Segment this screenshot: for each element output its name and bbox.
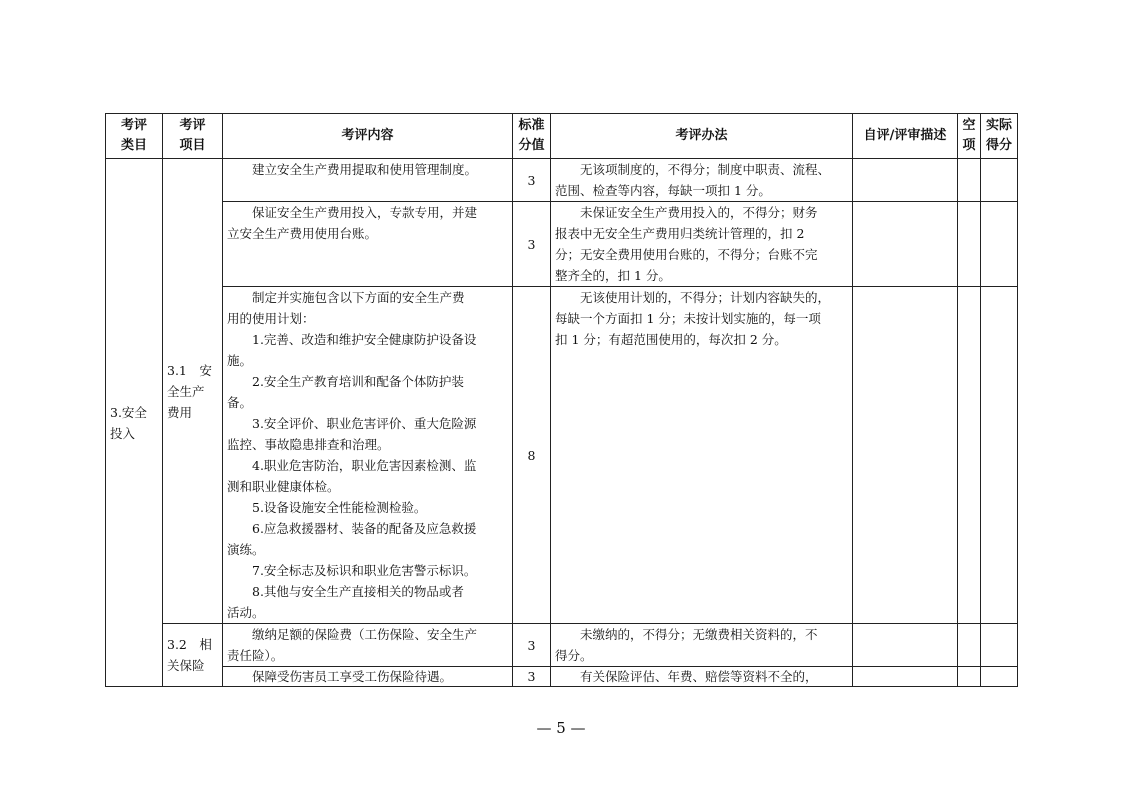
score-cell: 3 — [513, 667, 551, 687]
page-number: — 5 — — [536, 719, 586, 737]
table-row — [106, 624, 1018, 667]
header-category: 考评 类目 — [106, 114, 163, 159]
actual-score-cell[interactable] — [981, 159, 1018, 202]
method-cell: 无该项制度的，不得分；制度中职责、流程、 范围、检查等内容，每缺一项扣 1 分。 — [551, 159, 853, 202]
header-item: 考评 项目 — [163, 114, 223, 159]
content-cell: 保证安全生产费用投入，专款专用，并建 立安全生产费用使用台账。 — [223, 202, 513, 287]
table-row — [106, 287, 1018, 624]
table-row — [106, 159, 1018, 202]
header-score: 标准 分值 — [513, 114, 551, 159]
category-cell: 3.安全 投入 — [106, 159, 163, 687]
self-review-cell[interactable] — [853, 624, 958, 667]
content-cell: 缴纳足额的保险费（工伤保险、安全生产 责任险）。 — [223, 624, 513, 667]
table-row — [106, 667, 1018, 687]
blank-cell[interactable] — [958, 159, 981, 202]
content-cell: 建立安全生产费用提取和使用管理制度。 — [223, 159, 513, 202]
header-actual: 实际 得分 — [981, 114, 1018, 159]
actual-score-cell[interactable] — [981, 667, 1018, 687]
item-cell-3-1: 3.1 安 全生产 费用 — [163, 159, 223, 624]
method-cell: 无该使用计划的，不得分；计划内容缺失的， 每缺一个方面扣 1 分；未按计划实施的，每一项 扣 1 分；有超范围使用的，每次扣 2 分。 — [551, 287, 853, 624]
self-review-cell[interactable] — [853, 287, 958, 624]
blank-cell[interactable] — [958, 624, 981, 667]
method-cell: 未缴纳的，不得分；无缴费相关资料的，不 得分。 — [551, 624, 853, 667]
method-cell: 未保证安全生产费用投入的，不得分；财务 报表中无安全生产费用归类统计管理的，扣 2 分；无安全费用使用台账的，不得分；台账不完 整齐全的，扣 1 分。 — [551, 202, 853, 287]
header-blank: 空 项 — [958, 114, 981, 159]
actual-score-cell[interactable] — [981, 624, 1018, 667]
actual-score-cell[interactable] — [981, 202, 1018, 287]
header-content: 考评内容 — [223, 114, 513, 159]
blank-cell[interactable] — [958, 667, 981, 687]
content-cell: 保障受伤害员工享受工伤保险待遇。 — [223, 667, 513, 687]
header-row — [106, 114, 1018, 159]
header-self-review: 自评/评审描述 — [853, 114, 958, 159]
self-review-cell[interactable] — [853, 202, 958, 287]
self-review-cell[interactable] — [853, 667, 958, 687]
self-review-cell[interactable] — [853, 159, 958, 202]
item-cell-3-2: 3.2 相 关保险 — [163, 624, 223, 687]
blank-cell[interactable] — [958, 202, 981, 287]
table-row — [106, 202, 1018, 287]
score-cell: 3 — [513, 202, 551, 287]
evaluation-table — [105, 113, 1018, 687]
header-method: 考评办法 — [551, 114, 853, 159]
actual-score-cell[interactable] — [981, 287, 1018, 624]
method-cell: 有关保险评估、年费、赔偿等资料不全的， — [551, 667, 853, 687]
score-cell: 8 — [513, 287, 551, 624]
content-cell: 制定并实施包含以下方面的安全生产费 用的使用计划： 1.完善、改造和维护安全健康防护设备设 施。 2.安全生产教育培训和配备个体防护装 备。 3.安全评价、职业危害评价、重大危险源 监控、事故隐患排查和治理。 4.职业危害防治，职业危害因素检测、监 测和职业健康体检。 5.设备设施安全性能检测检验。 6.应急救援器材、装备的配备及应急救援 演练。 7.安全标志及标识和职业危害警示标识。 8.其他与安全生产直接相关的物品或者 活动。 — [223, 287, 513, 624]
blank-cell[interactable] — [958, 287, 981, 624]
score-cell: 3 — [513, 624, 551, 667]
score-cell: 3 — [513, 159, 551, 202]
